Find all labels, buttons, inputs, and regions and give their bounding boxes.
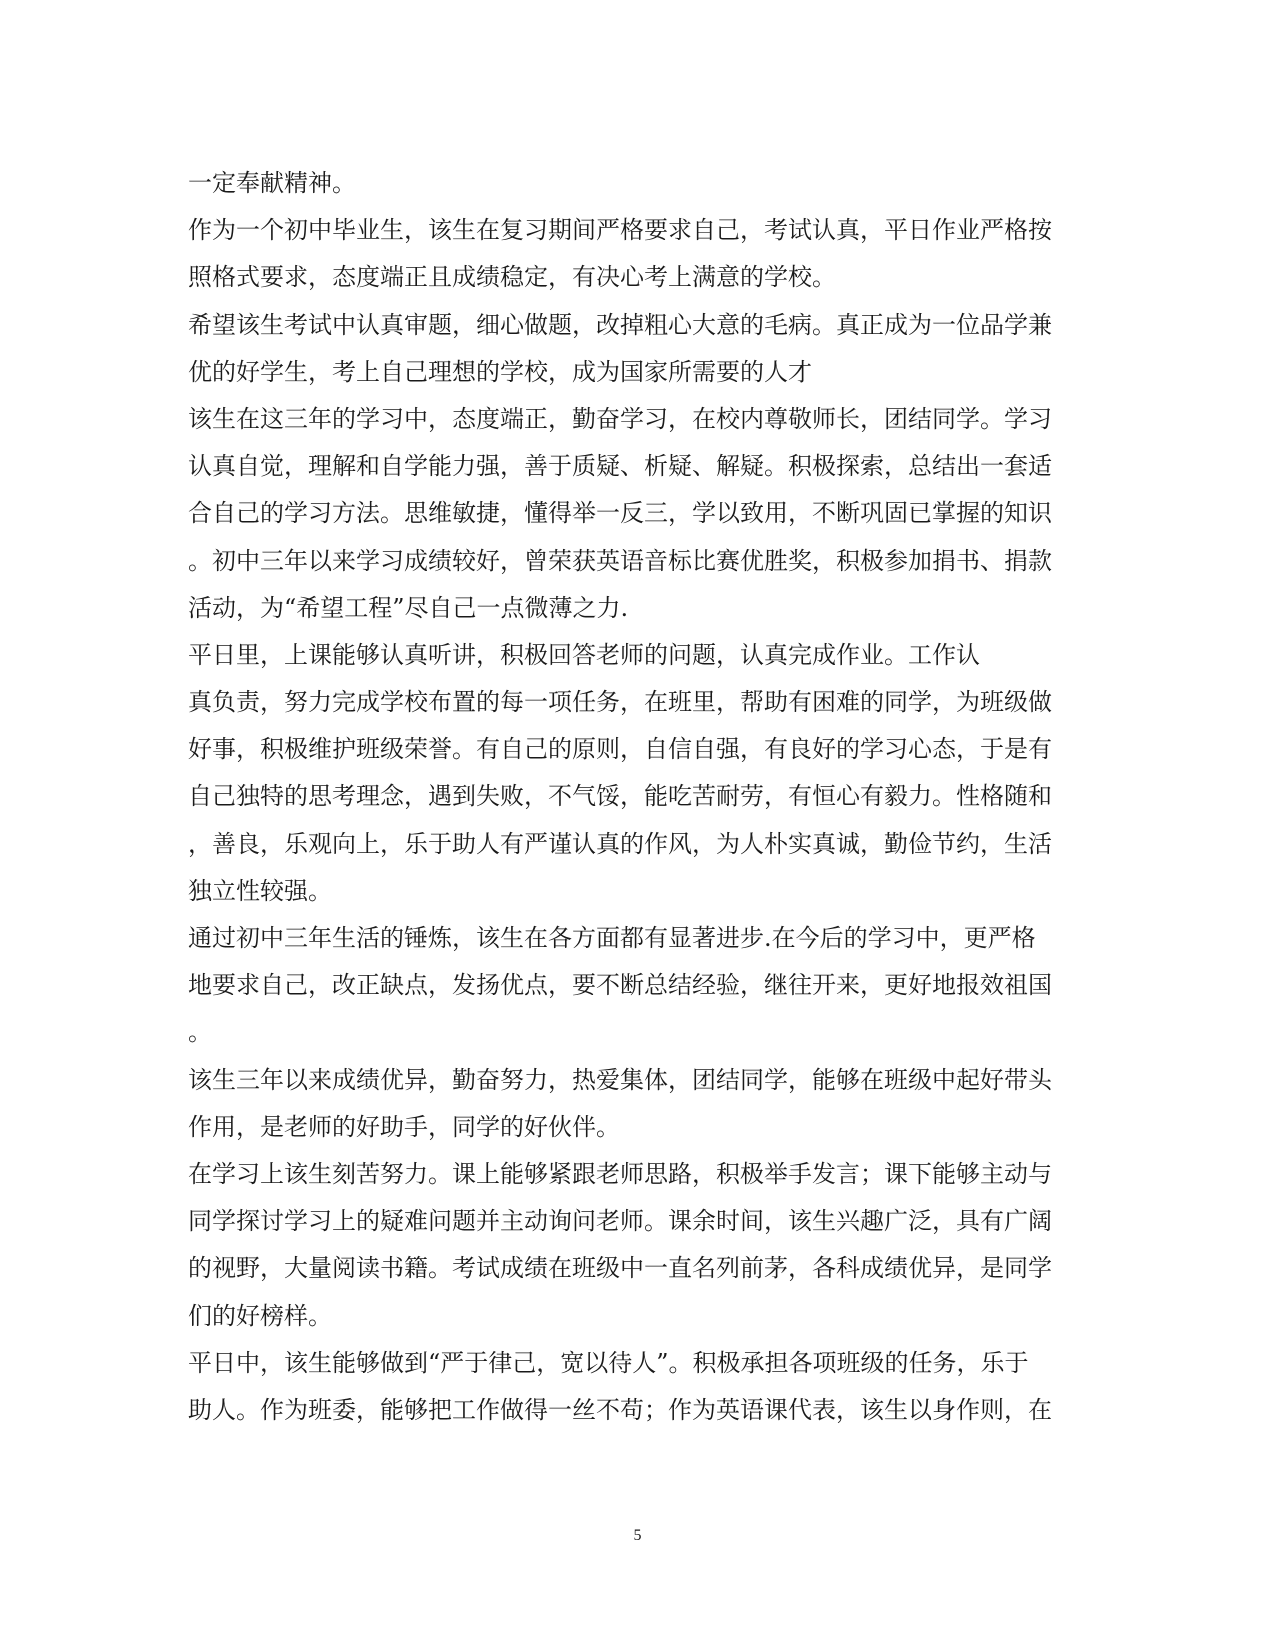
text-line: 在学习上该生刻苦努力。课上能够紧跟老师思路，积极举手发言；课下能够主动与: [188, 1159, 1052, 1188]
text-line: 作用，是老师的好助手，同学的好伙伴。: [188, 1112, 620, 1141]
text-line: 真负责，努力完成学校布置的每一项任务，在班里，帮助有困难的同学，为班级做: [188, 688, 1052, 717]
text-line: 作为一个初中毕业生，该生在复习期间严格要求自己，考试认真，平日作业严格按: [188, 216, 1052, 245]
text-line: 。: [188, 1018, 212, 1047]
page-number: 5: [633, 1527, 642, 1544]
text-line: 独立性较强。: [188, 876, 332, 905]
body-text: [188, 160, 1088, 1434]
text-line: 活动，为“希望工程”尽自己一点微薄之力.: [188, 593, 629, 622]
text-line: 自己独特的思考理念，遇到失败，不气馁，能吃苦耐劳，有恒心有毅力。性格随和: [188, 782, 1052, 811]
text-line: 希望该生考试中认真审题，细心做题，改掉粗心大意的毛病。真正成为一位品学兼: [188, 310, 1052, 339]
text-line: 地要求自己，改正缺点，发扬优点，要不断总结经验，继往开来，更好地报效祖国: [188, 971, 1052, 1000]
text-line: 该生在这三年的学习中，态度端正，勤奋学习，在校内尊敬师长，团结同学。学习: [188, 404, 1052, 433]
text-line: 助人。作为班委，能够把工作做得一丝不苟；作为英语课代表，该生以身作则，在: [188, 1395, 1052, 1424]
text-line: 该生三年以来成绩优异，勤奋努力，热爱集体，团结同学，能够在班级中起好带头: [188, 1065, 1052, 1094]
text-line: 平日中，该生能够做到“严于律己，宽以待人”。积极承担各项班级的任务，乐于: [188, 1348, 1029, 1377]
text-line: 通过初中三年生活的锤炼，该生在各方面都有显著进步.在今后的学习中，更严格: [188, 924, 1036, 952]
text-line: ，善良，乐观向上，乐于助人有严谨认真的作风，为人朴实真诚，勤俭节约，生活: [188, 829, 1052, 858]
text-line: 合自己的学习方法。思维敏捷，懂得举一反三，学以致用，不断巩固已掌握的知识: [188, 499, 1052, 528]
text-line: 。初中三年以来学习成绩较好，曾荣获英语音标比赛优胜奖，积极参加捐书、捐款: [188, 546, 1052, 575]
text-line: 平日里，上课能够认真听讲，积极回答老师的问题，认真完成作业。工作认: [188, 640, 980, 669]
text-line: 优的好学生，考上自己理想的学校，成为国家所需要的人才: [188, 357, 812, 386]
text-line: 照格式要求，态度端正且成绩稳定，有决心考上满意的学校。: [188, 263, 836, 292]
text-line: 的视野，大量阅读书籍。考试成绩在班级中一直名列前茅，各科成绩优异，是同学: [188, 1254, 1052, 1283]
text-line: 好事，积极维护班级荣誉。有自己的原则，自信自强，有良好的学习心态，于是有: [188, 735, 1052, 764]
text-line: 一定奉献精神。: [188, 169, 356, 197]
text-line: 同学探讨学习上的疑难问题并主动询问老师。课余时间，该生兴趣广泛，具有广阔: [188, 1207, 1052, 1236]
text-line: 们的好榜样。: [188, 1301, 332, 1330]
text-line: 认真自觉，理解和自学能力强，善于质疑、析疑、解疑。积极探索，总结出一套适: [188, 452, 1052, 481]
